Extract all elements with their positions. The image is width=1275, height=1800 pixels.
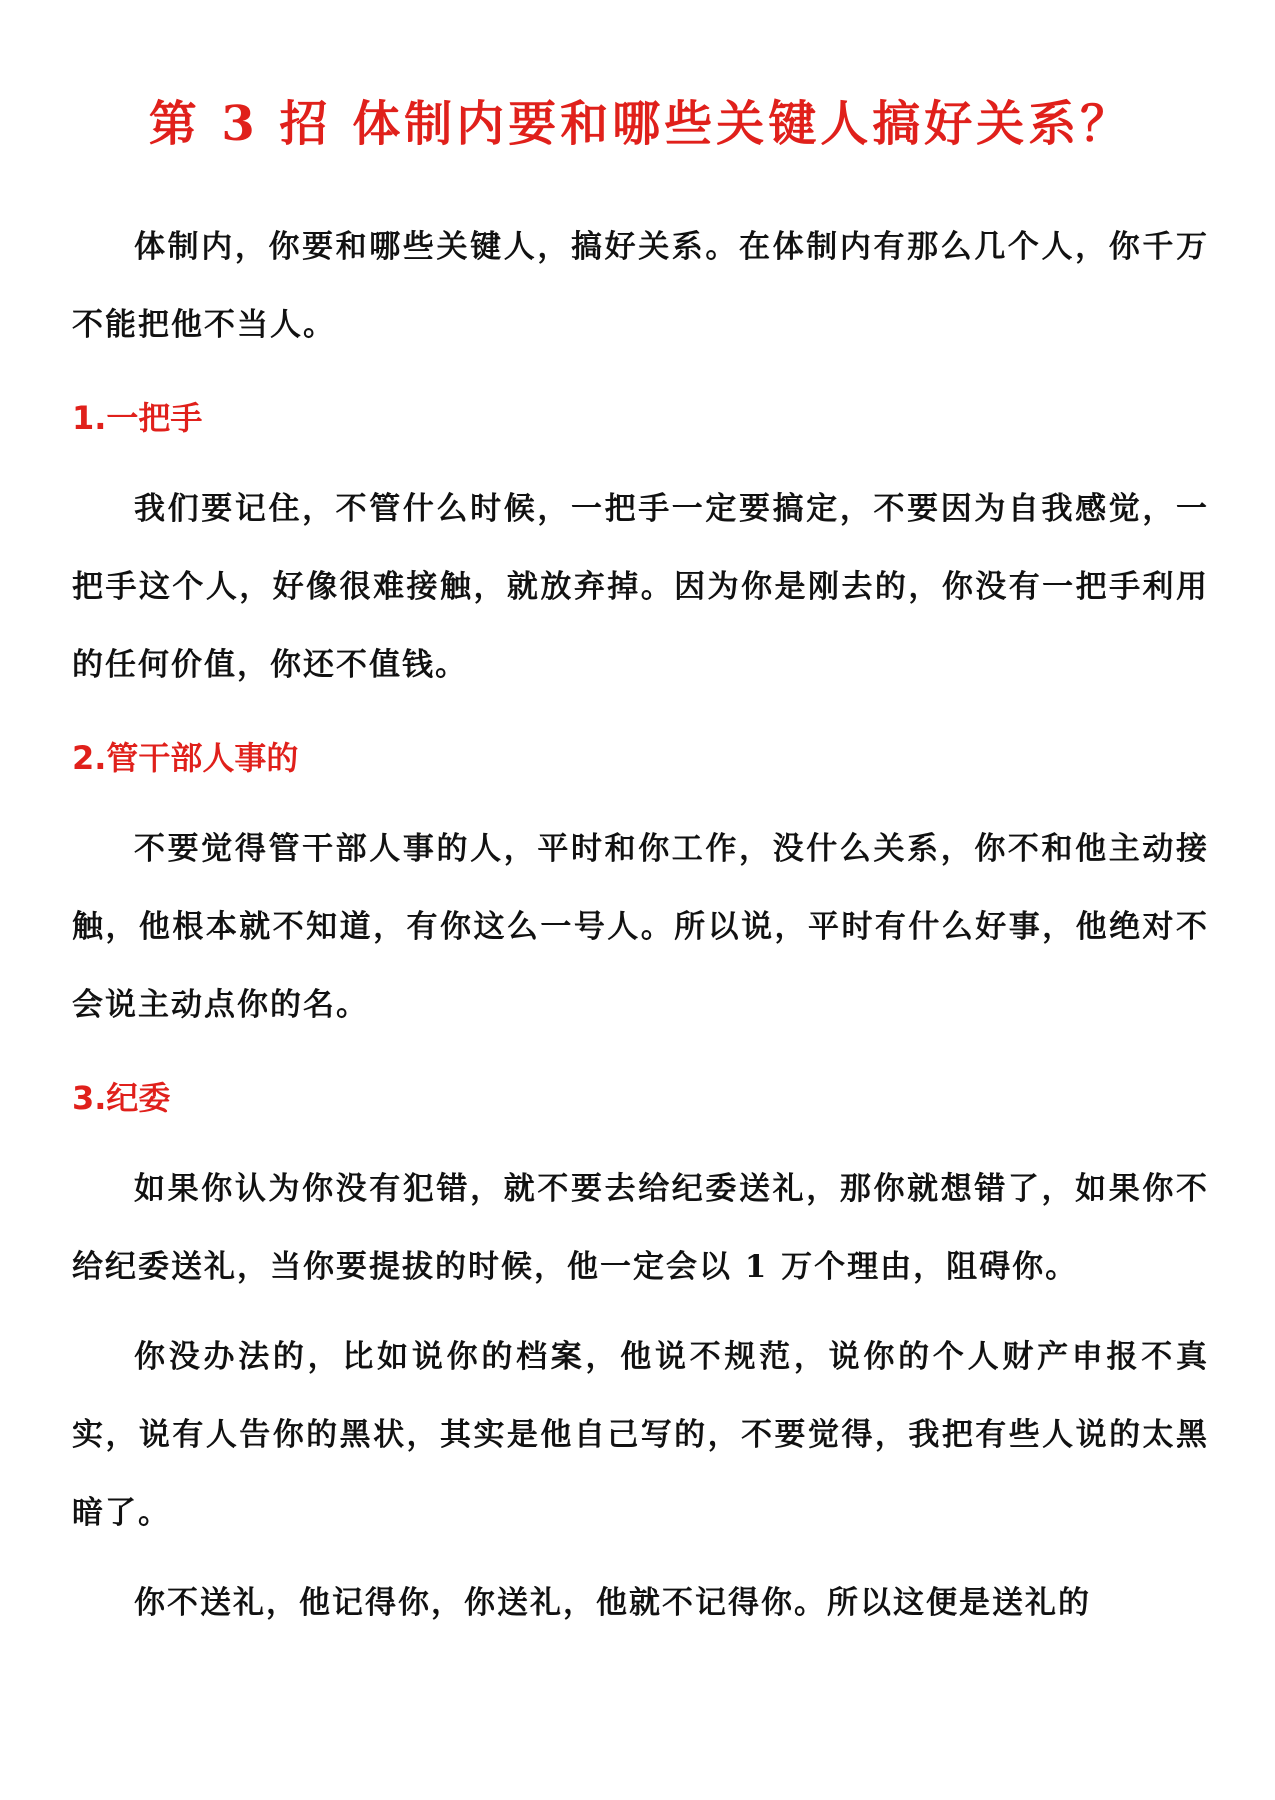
section-leader: [72, 396, 1209, 704]
section-personnel: [72, 736, 1209, 1044]
section-paragraph: 如果你认为你没有犯错，就不要去给纪委送礼，那你就想错了，如果你不给纪委送礼，当你要提拔的时候，他一定会以 1 万个理由，阻碍你。: [72, 1171, 1209, 1285]
section-paragraph: 我们要记住，不管什么时候，一把手一定要搞定，不要因为自我感觉，一把手这个人，好像很难接触，就放弃掉。因为你是刚去的，你没有一把手利用的任何价值，你还不值钱。: [72, 491, 1209, 683]
section-heading-discipline: 3.纪委: [72, 1079, 171, 1117]
section-heading-leader: 1.一把手: [72, 399, 203, 437]
section-heading-personnel: 2.管干部人事的: [72, 739, 299, 777]
intro-paragraph: 体制内，你要和哪些关键人，搞好关系。在体制内有那么几个人，你千万不能把他不当人。: [72, 229, 1209, 343]
section-paragraph: 不要觉得管干部人事的人，平时和你工作，没什么关系，你不和他主动接触，他根本就不知道，有你这么一号人。所以说，平时有什么好事，他绝对不会说主动点你的名。: [72, 831, 1209, 1023]
section-discipline: [72, 1076, 1209, 1642]
section-paragraph: 你没办法的，比如说你的档案，他说不规范，说你的个人财产申报不真实，说有人告你的黑状，其实是他自己写的，不要觉得，我把有些人说的太黑暗了。: [72, 1339, 1209, 1531]
section-paragraph: 你不送礼，他记得你，你送礼，他就不记得你。所以这便是送礼的: [134, 1585, 1091, 1621]
page-title: 第 3 招 体制内要和哪些关键人搞好关系？: [148, 96, 1133, 152]
